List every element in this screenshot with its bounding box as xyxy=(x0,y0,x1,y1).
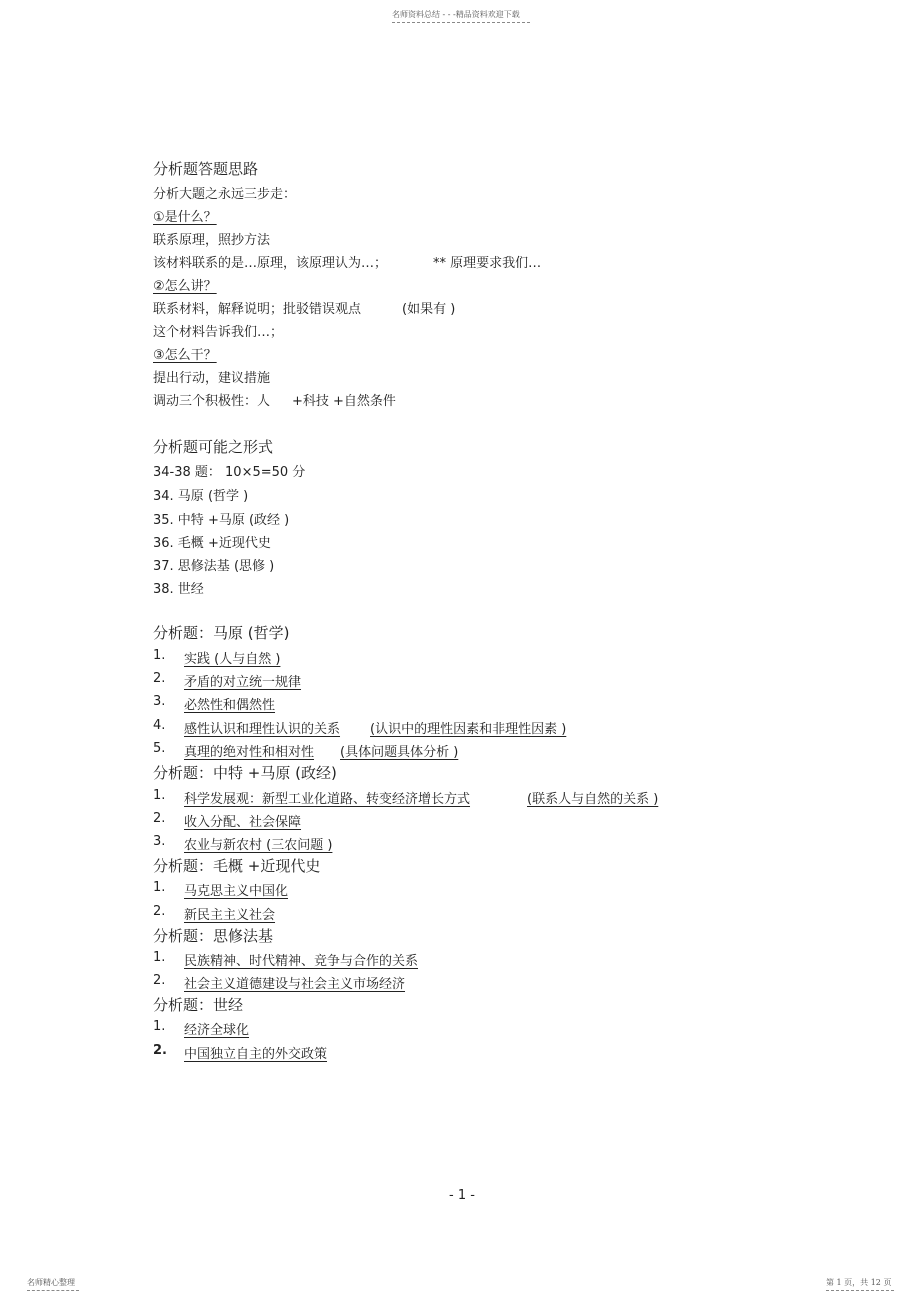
list-item-number: 5. xyxy=(153,741,166,756)
group-title: 分析题：毛概 +近现代史 xyxy=(153,857,321,875)
step1-label: ①是什么？ xyxy=(153,210,217,225)
step3-line1: 提出行动，建议措施 xyxy=(153,371,271,386)
step2-line3: 这个材料告诉我们…； xyxy=(153,325,284,340)
step2-label: ②怎么讲？ xyxy=(153,279,217,294)
list-item-text: 经济全球化 xyxy=(184,1023,250,1038)
list-item-note: (认识中的理性因素和非理性因素 ) xyxy=(370,722,567,737)
section1-title: 分析题答题思路 xyxy=(153,160,259,178)
step3-label: ③怎么干？ xyxy=(153,348,217,363)
list-item-note: (联系人与自然的关系 ) xyxy=(527,792,659,807)
section2-item-35: 35. 中特 +马原 (政经 ) xyxy=(153,513,290,528)
group-title: 分析题：中特 +马原 (政经) xyxy=(153,764,337,782)
footer-right-text: 第 1 页，共 12 页 xyxy=(826,1278,892,1287)
step3-line3: +科技 +自然条件 xyxy=(292,394,396,409)
list-item-text: 农业与新农村 (三农问题 ) xyxy=(184,838,333,853)
section2-title: 分析题可能之形式 xyxy=(153,438,274,456)
list-item-text: 真理的绝对性和相对性 xyxy=(184,745,315,760)
group-title: 分析题：马原 (哲学) xyxy=(153,624,290,642)
list-item-text: 实践 (人与自然 ) xyxy=(184,652,281,667)
list-item-text: 马克思主义中国化 xyxy=(184,884,289,899)
list-item-number: 3. xyxy=(153,834,166,849)
list-item-text: 收入分配、社会保障 xyxy=(184,815,302,830)
footer-right-divider xyxy=(826,1290,894,1291)
step3-line2: 调动三个积极性：人 xyxy=(153,394,271,409)
section2-item-37: 37. 思修法基 (思修 ) xyxy=(153,559,275,574)
footer-left-divider xyxy=(27,1290,79,1291)
group-title: 分析题：思修法基 xyxy=(153,927,274,945)
group-title: 分析题：世经 xyxy=(153,996,244,1014)
list-item-text: 新民主主义社会 xyxy=(184,908,276,923)
page-number: - 1 - xyxy=(449,1188,475,1203)
list-item-number: 1. xyxy=(153,648,166,663)
list-item-number: 2. xyxy=(153,973,166,988)
section2-item-38: 38. 世经 xyxy=(153,582,204,597)
list-item-text: 矛盾的对立统一规律 xyxy=(184,675,302,690)
list-item-number: 1. xyxy=(153,1019,166,1034)
step2-line2: (如果有 ) xyxy=(402,302,456,317)
list-item-text: 必然性和偶然性 xyxy=(184,698,276,713)
section2-score: 34-38 题： 10×5=50 分 xyxy=(153,465,306,480)
list-item-text: 民族精神、时代精神、竞争与合作的关系 xyxy=(184,954,419,969)
list-item-number: 1. xyxy=(153,880,166,895)
step1-line3: ** 原理要求我们… xyxy=(433,256,542,271)
section2-item-34: 34. 马原 (哲学 ) xyxy=(153,489,249,504)
list-item-number: 4. xyxy=(153,718,166,733)
footer-left-text: 名师精心整理 xyxy=(27,1278,75,1287)
section2-item-36: 36. 毛概 +近现代史 xyxy=(153,536,271,551)
step1-line1: 联系原理，照抄方法 xyxy=(153,233,271,248)
list-item-text: 中国独立自主的外交政策 xyxy=(184,1047,328,1062)
list-item-text: 科学发展观：新型工业化道路、转变经济增长方式 xyxy=(184,792,471,807)
section1-intro: 分析大题之永远三步走： xyxy=(153,187,297,202)
step2-line1: 联系材料，解释说明；批驳错误观点 xyxy=(153,302,362,317)
header-text: 名师资料总结 - - -精品资料欢迎下载 xyxy=(392,10,520,19)
list-item-text: 感性认识和理性认识的关系 xyxy=(184,722,341,737)
header-divider xyxy=(392,22,530,23)
step1-line2: 该材料联系的是…原理，该原理认为…； xyxy=(153,256,388,271)
list-item-number: 2. xyxy=(153,671,166,686)
list-item-text: 社会主义道德建设与社会主义市场经济 xyxy=(184,977,406,992)
list-item-number: 1. xyxy=(153,950,166,965)
list-item-note: (具体问题具体分析 ) xyxy=(340,745,459,760)
list-item-number: 2. xyxy=(153,904,166,919)
list-item-number: 2. xyxy=(153,1043,167,1058)
list-item-number: 1. xyxy=(153,788,166,803)
list-item-number: 2. xyxy=(153,811,166,826)
list-item-number: 3. xyxy=(153,694,166,709)
